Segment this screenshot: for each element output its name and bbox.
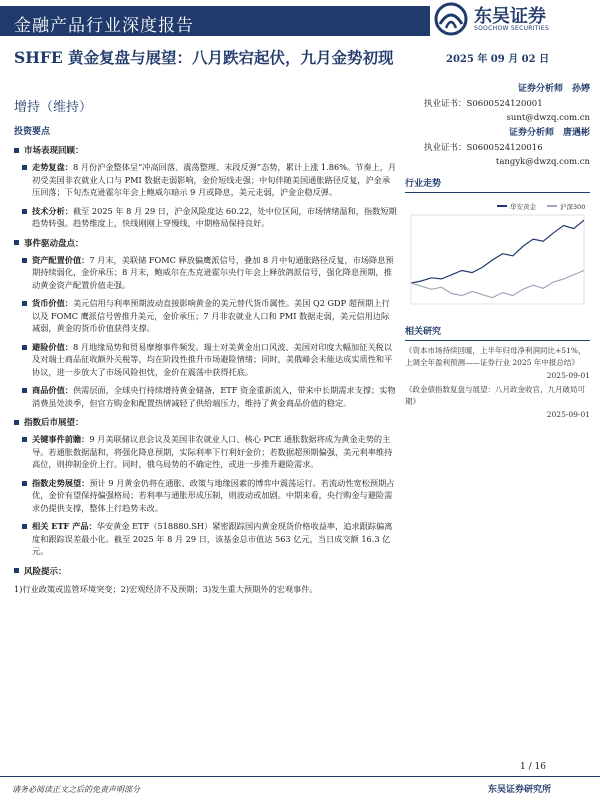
- analyst-email[interactable]: tangyk@dwzq.com.cn: [495, 157, 590, 167]
- list-item: 避险价值：8 月地缘局势和贸易摩擦事件频发。瑞士对美黄金出口风波、美国对印度大幅加征关税以及对瑞士商品征收额外关税等，均在阶段性推升市场避险情绪；同时，美俄峰会未能达成实质性和平协议，进一步放大了市场风险担忧，金价在震荡中获得托底。: [14, 341, 397, 379]
- group-heading: 指数后市展望：: [14, 416, 397, 428]
- bullet-square-icon: [22, 258, 27, 263]
- company-logo: [434, 0, 594, 38]
- series-line-0: [411, 220, 584, 283]
- analyst-cert: 执业证书：S0600524120001: [424, 99, 543, 109]
- analyst-email[interactable]: sunt@dwzq.com.cn: [506, 113, 590, 123]
- analyst-block-2: [420, 126, 590, 170]
- group-heading: 风险提示：: [14, 565, 397, 577]
- bullet-square-icon: [22, 481, 27, 486]
- report-category: 金融产品行业深度报告: [14, 16, 194, 36]
- related-link[interactable]: 《资本市场持续回暖，上半年归母净利润同比+51%，上调全年盈利预测——证券行业 2025 年中报总结》: [405, 346, 586, 367]
- logo-icon: [434, 2, 470, 36]
- legend-label-1: 沪深300: [560, 203, 586, 211]
- bullet-square-icon: [22, 437, 27, 442]
- logo-en: SOOCHOW SECURITIES: [474, 25, 550, 32]
- chart-frame: [411, 215, 584, 304]
- list-item: 货币价值：美元信用与利率预期波动直接影响黄金的美元替代货币属性。美国 Q2 GDP 超预期上行以及 FOMC 鹰派信号曾推升美元，金价承压；7 月非农就业人口和 PMI 数据走弱，美元信用边际减弱，黄金的货币价值获得支撑。: [14, 297, 397, 335]
- bullet-square-icon: [22, 388, 27, 393]
- section-title: 投资要点: [14, 127, 51, 137]
- rating: 增持（维持）: [14, 100, 93, 115]
- bullet-square-icon: [22, 209, 27, 214]
- bullet-square-icon: [14, 568, 19, 573]
- risk-text: 1)行业政策或监管环境突变；2)宏观经济不及预期；3)发生重大预期外的宏观事件。: [14, 583, 318, 594]
- legend-label-0: 华安黄金: [510, 203, 536, 211]
- list-item: 技术分析：截至 2025 年 8 月 29 日，沪金风险度达 60.22，处中位区间，市场情绪温和，指数短期趋势转强。趋势维度上，快线刚刚上穿慢线，中期格局保持良好。: [14, 205, 397, 230]
- bullet-square-icon: [22, 524, 27, 529]
- analyst-cert: 执业证书：S0600524120016: [424, 143, 543, 153]
- analyst-name: 证券分析师 孙婷: [517, 84, 590, 94]
- bullet-square-icon: [22, 345, 27, 350]
- analyst-block-1: [420, 82, 590, 126]
- institute-name: 东吴证券研究所: [488, 785, 552, 795]
- related-link[interactable]: 《政金债指数复盘与展望：八月政金收官，九月破局可期》: [405, 385, 585, 406]
- related-title: 相关研究: [405, 324, 590, 341]
- group-heading: 市场表现回顾：: [14, 144, 397, 156]
- related-date: 2025-09-01: [546, 371, 590, 380]
- list-item: 指数走势展望：预计 9 月黄金仍将在通胀、政策与地缘因素的博弈中震荡运行。若流动性宽松预期占优，金价有望保持偏强格局；若利率与通胀形成压制，则波动或加剧。中期来看，央行购金与避险需求仍提供支撑，整体上行趋势未改。: [14, 477, 397, 515]
- trend-title: 行业走势: [405, 176, 590, 193]
- trend-chart-svg: [405, 197, 590, 312]
- bullet-square-icon: [22, 301, 27, 306]
- header-bar: [0, 0, 600, 38]
- trend-chart: [405, 197, 590, 312]
- related-research: [405, 324, 590, 419]
- list-item: 商品价值：供需层面，全球央行持续增持黄金储备，ETF 资金重新流入，带来中长期需求支撑；实物消费虽处淡季，但官方购金和配置热情减轻了供给端压力，维持了黄金商品价值的稳定。: [14, 384, 397, 409]
- bullet-square-icon: [22, 165, 27, 170]
- group-heading: 事件驱动盘点：: [14, 237, 397, 249]
- disclaimer: 请务必阅读正文之后的免责声明部分: [12, 785, 140, 794]
- report-title: SHFE 黄金复盘与展望：八月跌宕起伏，九月金势初现: [14, 48, 394, 67]
- related-date: 2025-09-01: [546, 410, 590, 419]
- series-line-1: [411, 271, 584, 298]
- report-date: 2025 年 09 月 02 日: [446, 54, 550, 65]
- bullet-square-icon: [14, 240, 19, 245]
- list-item: 走势复盘：8 月份沪金整体呈“冲高回落、震荡整理、末段反弹”态势，累计上涨 1.86%。节奏上，月初受美国非农就业人口与 PMI 数据走弱影响，金价短线走强；中旬伴随美国通胀路径反复，沪金承压回落；下旬杰克逊霍尔年会上鲍威尔暗示 9 月或降息，美元走弱，沪金企稳反弹。: [14, 161, 397, 199]
- analyst-name: 证券分析师 唐遇彬: [508, 128, 590, 138]
- logo-cn: 东吴证券: [474, 6, 546, 27]
- list-item: 关键事件前瞻：9 月美联储议息会议及美国非农就业人口、核心 PCE 通胀数据将成为黄金走势的主导。若通胀数据温和，将强化降息预期，实际利率下行利好金价；若数据超预期偏强，美元利率维持高位，则抑制金价上行。同时，俄乌局势的不确定性，或进一步推升避险需求。: [14, 433, 397, 471]
- bullet-square-icon: [14, 148, 19, 153]
- list-item: 资产配置价值：7 月末，美联储 FOMC 释放偏鹰派信号，叠加 8 月中旬通胀路径反复，市场降息预期持续弱化，金价承压；8 月末，鲍威尔在杰克逊霍尔央行年会上释放鸽派信号，强化降息预期，推动黄金资产配置价值走强。: [14, 254, 397, 292]
- sidebar: [405, 176, 590, 419]
- page-number: 1 / 16: [520, 762, 546, 772]
- list-item: 相关 ETF 产品：华安黄金 ETF（518880.SH）紧密跟踪国内黄金现货价格收益率，追求跟踪偏离度和跟踪误差最小化。截至 2025 年 8 月 29 日，该基金总市值达 563 亿元，当日成交额 16.3 亿元。: [14, 520, 397, 558]
- footer-divider: [0, 776, 600, 777]
- bullet-square-icon: [14, 420, 19, 425]
- investment-highlights: [14, 124, 397, 595]
